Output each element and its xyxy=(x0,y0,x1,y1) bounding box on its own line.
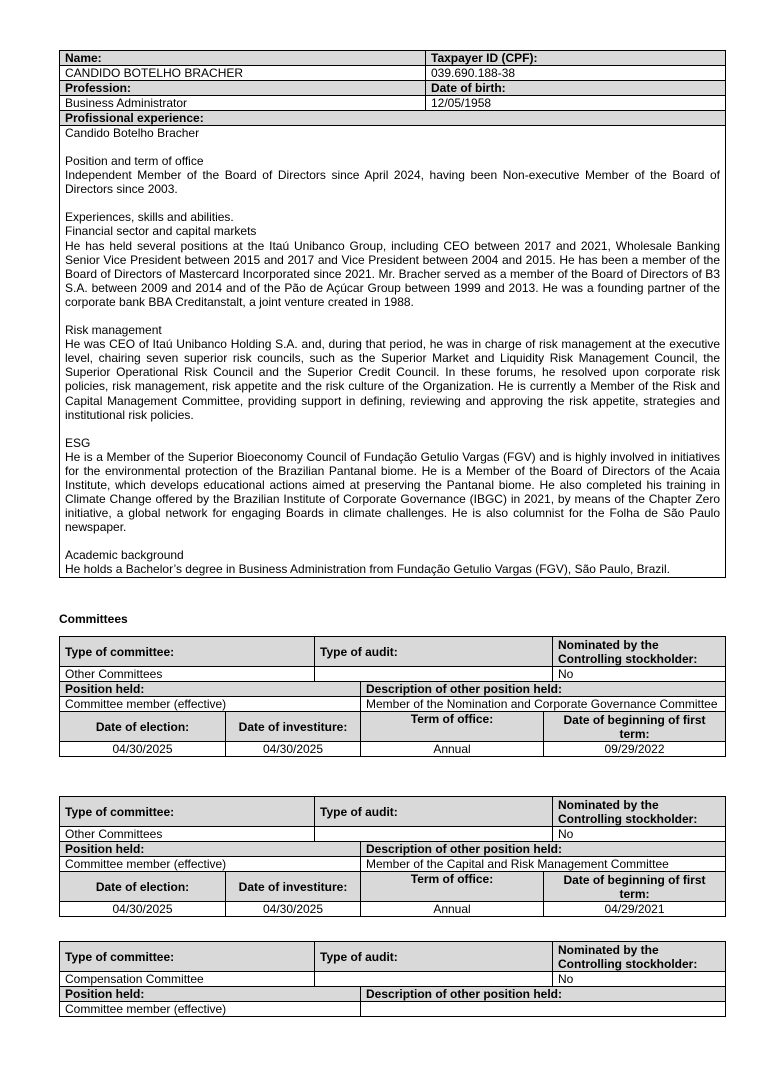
date-beginning-label: Date of beginning of first term: xyxy=(544,712,726,742)
experience-text xyxy=(60,126,726,578)
date-investiture-value: 04/30/2025 xyxy=(226,742,361,757)
description-other-label: Description of other position held: xyxy=(361,842,726,857)
position-held-label: Position held: xyxy=(60,842,361,857)
type-of-committee-label: Type of committee: xyxy=(60,637,315,667)
cpf-label: Taxpayer ID (CPF): xyxy=(426,51,726,66)
experience-label: Profissional experience: xyxy=(60,111,726,126)
term-office-value: Annual xyxy=(361,742,544,757)
nominated-value: No xyxy=(553,972,726,987)
position-held-value: Committee member (effective) xyxy=(60,697,361,712)
bio-paragraph: Independent Member of the Board of Directors since April 2024, having been Non-executive Member of the Board of Directors since 2003. xyxy=(65,168,720,197)
nominated-value: No xyxy=(553,667,726,682)
committee-table xyxy=(59,796,726,917)
date-beginning-value: 04/29/2021 xyxy=(544,902,726,917)
dob-label: Date of birth: xyxy=(426,81,726,96)
position-held-label: Position held: xyxy=(60,682,361,697)
description-other-value xyxy=(361,1002,726,1017)
bio-heading: ESG xyxy=(65,435,91,450)
date-investiture-label: Date of investiture: xyxy=(226,872,361,902)
audit-type xyxy=(315,827,553,842)
profession-value: Business Administrator xyxy=(60,96,426,111)
position-held-value: Committee member (effective) xyxy=(60,1002,361,1017)
bio-paragraph: He has held several positions at the Itaú Unibanco Group, including CEO between 2017 and 2021, Wholesale Banking Senior Vice President between 2015 and 2017 and Vice President between 2004 and 2015. He has been a member of the Board of Directors of Mastercard Incorporated since 2021. Mr. Bracher served as a member of the Board of Directors of B3 S.A. between 2009 and 2014 and of the Pão de Açúcar Group between 1999 and 2013. He was a founding partner of the corporate bank BBA Creditanstalt, a joint venture created in 1988. xyxy=(65,238,720,309)
date-election-value: 04/30/2025 xyxy=(60,742,226,757)
committees-title: Committees xyxy=(59,612,128,626)
committee-type: Compensation Committee xyxy=(60,972,315,987)
nominated-value: No xyxy=(553,827,726,842)
type-of-committee-label: Type of committee: xyxy=(60,797,315,827)
bio-heading: Experiences, skills and abilities. xyxy=(65,210,234,225)
type-of-committee-label: Type of committee: xyxy=(60,942,315,972)
bio-paragraph: He holds a Bachelor’s degree in Business Administration from Fundação Getulio Vargas (FGV), São Paulo, Brazil. xyxy=(65,562,670,577)
person-info-table xyxy=(59,50,726,578)
term-office-value: Annual xyxy=(361,902,544,917)
profession-label: Profession: xyxy=(60,81,426,96)
bio-heading: Academic background xyxy=(65,548,184,563)
type-of-audit-label: Type of audit: xyxy=(315,637,553,667)
bio-heading: Financial sector and capital markets xyxy=(65,224,257,239)
committee-type: Other Committees xyxy=(60,667,315,682)
description-other-label: Description of other position held: xyxy=(361,987,726,1002)
type-of-audit-label: Type of audit: xyxy=(315,942,553,972)
bio-heading: Risk management xyxy=(65,323,162,338)
description-other-value: Member of the Nomination and Corporate Governance Committee xyxy=(361,697,726,712)
committee-table xyxy=(59,636,726,757)
date-election-value: 04/30/2025 xyxy=(60,902,226,917)
date-beginning-label: Date of beginning of first term: xyxy=(544,872,726,902)
name-label: Name: xyxy=(60,51,426,66)
description-other-value: Member of the Capital and Risk Management Committee xyxy=(361,857,726,872)
bio-paragraph: He was CEO of Itaú Unibanco Holding S.A. and, during that period, he was in charge of risk management at the executive level, chairing seven superior risk councils, such as the Superior Market and Liquidity Risk Management Council, the Superior Operational Risk Council and the Superior Credit Council. In these forums, he resolved upon corporate risk policies, risk management, risk appetite and the risk culture of the Organization. He is currently a Member of the Risk and Capital Management Committee, providing support in defining, reviewing and approving the risk appetite, strategies and institutional risk policies. xyxy=(65,337,720,422)
type-of-audit-label: Type of audit: xyxy=(315,797,553,827)
committee-type: Other Committees xyxy=(60,827,315,842)
date-election-label: Date of election: xyxy=(60,872,226,902)
date-investiture-label: Date of investiture: xyxy=(226,712,361,742)
bio-paragraph: Candido Botelho Bracher xyxy=(65,126,200,140)
term-office-label: Term of office: xyxy=(361,872,544,902)
date-beginning-value: 09/29/2022 xyxy=(544,742,726,757)
audit-type xyxy=(315,667,553,682)
dob-value: 12/05/1958 xyxy=(426,96,726,111)
cpf-value: 039.690.188-38 xyxy=(426,66,726,81)
bio-heading: Position and term of office xyxy=(65,154,204,169)
nominated-label: Nominated by the Controlling stockholder: xyxy=(553,637,726,667)
position-held-value: Committee member (effective) xyxy=(60,857,361,872)
name-value: CANDIDO BOTELHO BRACHER xyxy=(60,66,426,81)
date-investiture-value: 04/30/2025 xyxy=(226,902,361,917)
date-election-label: Date of election: xyxy=(60,712,226,742)
position-held-label: Position held: xyxy=(60,987,361,1002)
bio-paragraph: He is a Member of the Superior Bioeconomy Council of Fundação Getulio Vargas (FGV) and is highly involved in initiatives for the environmental protection of the Brazilian Pantanal biome. He is a Member of the Board of Directors of the Acaia Institute, which develops educational actions aimed at preserving the Pantanal biome. He also completed his training in Climate Change offered by the Brazilian Institute of Corporate Governance (IBGC) in 2021, by means of the Chapter Zero initiative, a global network for engaging Boards in climate challenges. He is also columnist for the Folha de São Paulo newspaper. xyxy=(65,449,720,535)
nominated-label: Nominated by the Controlling stockholder: xyxy=(553,942,726,972)
audit-type xyxy=(315,972,553,987)
committee-table xyxy=(59,941,726,1017)
nominated-label: Nominated by the Controlling stockholder: xyxy=(553,797,726,827)
term-office-label: Term of office: xyxy=(361,712,544,742)
description-other-label: Description of other position held: xyxy=(361,682,726,697)
